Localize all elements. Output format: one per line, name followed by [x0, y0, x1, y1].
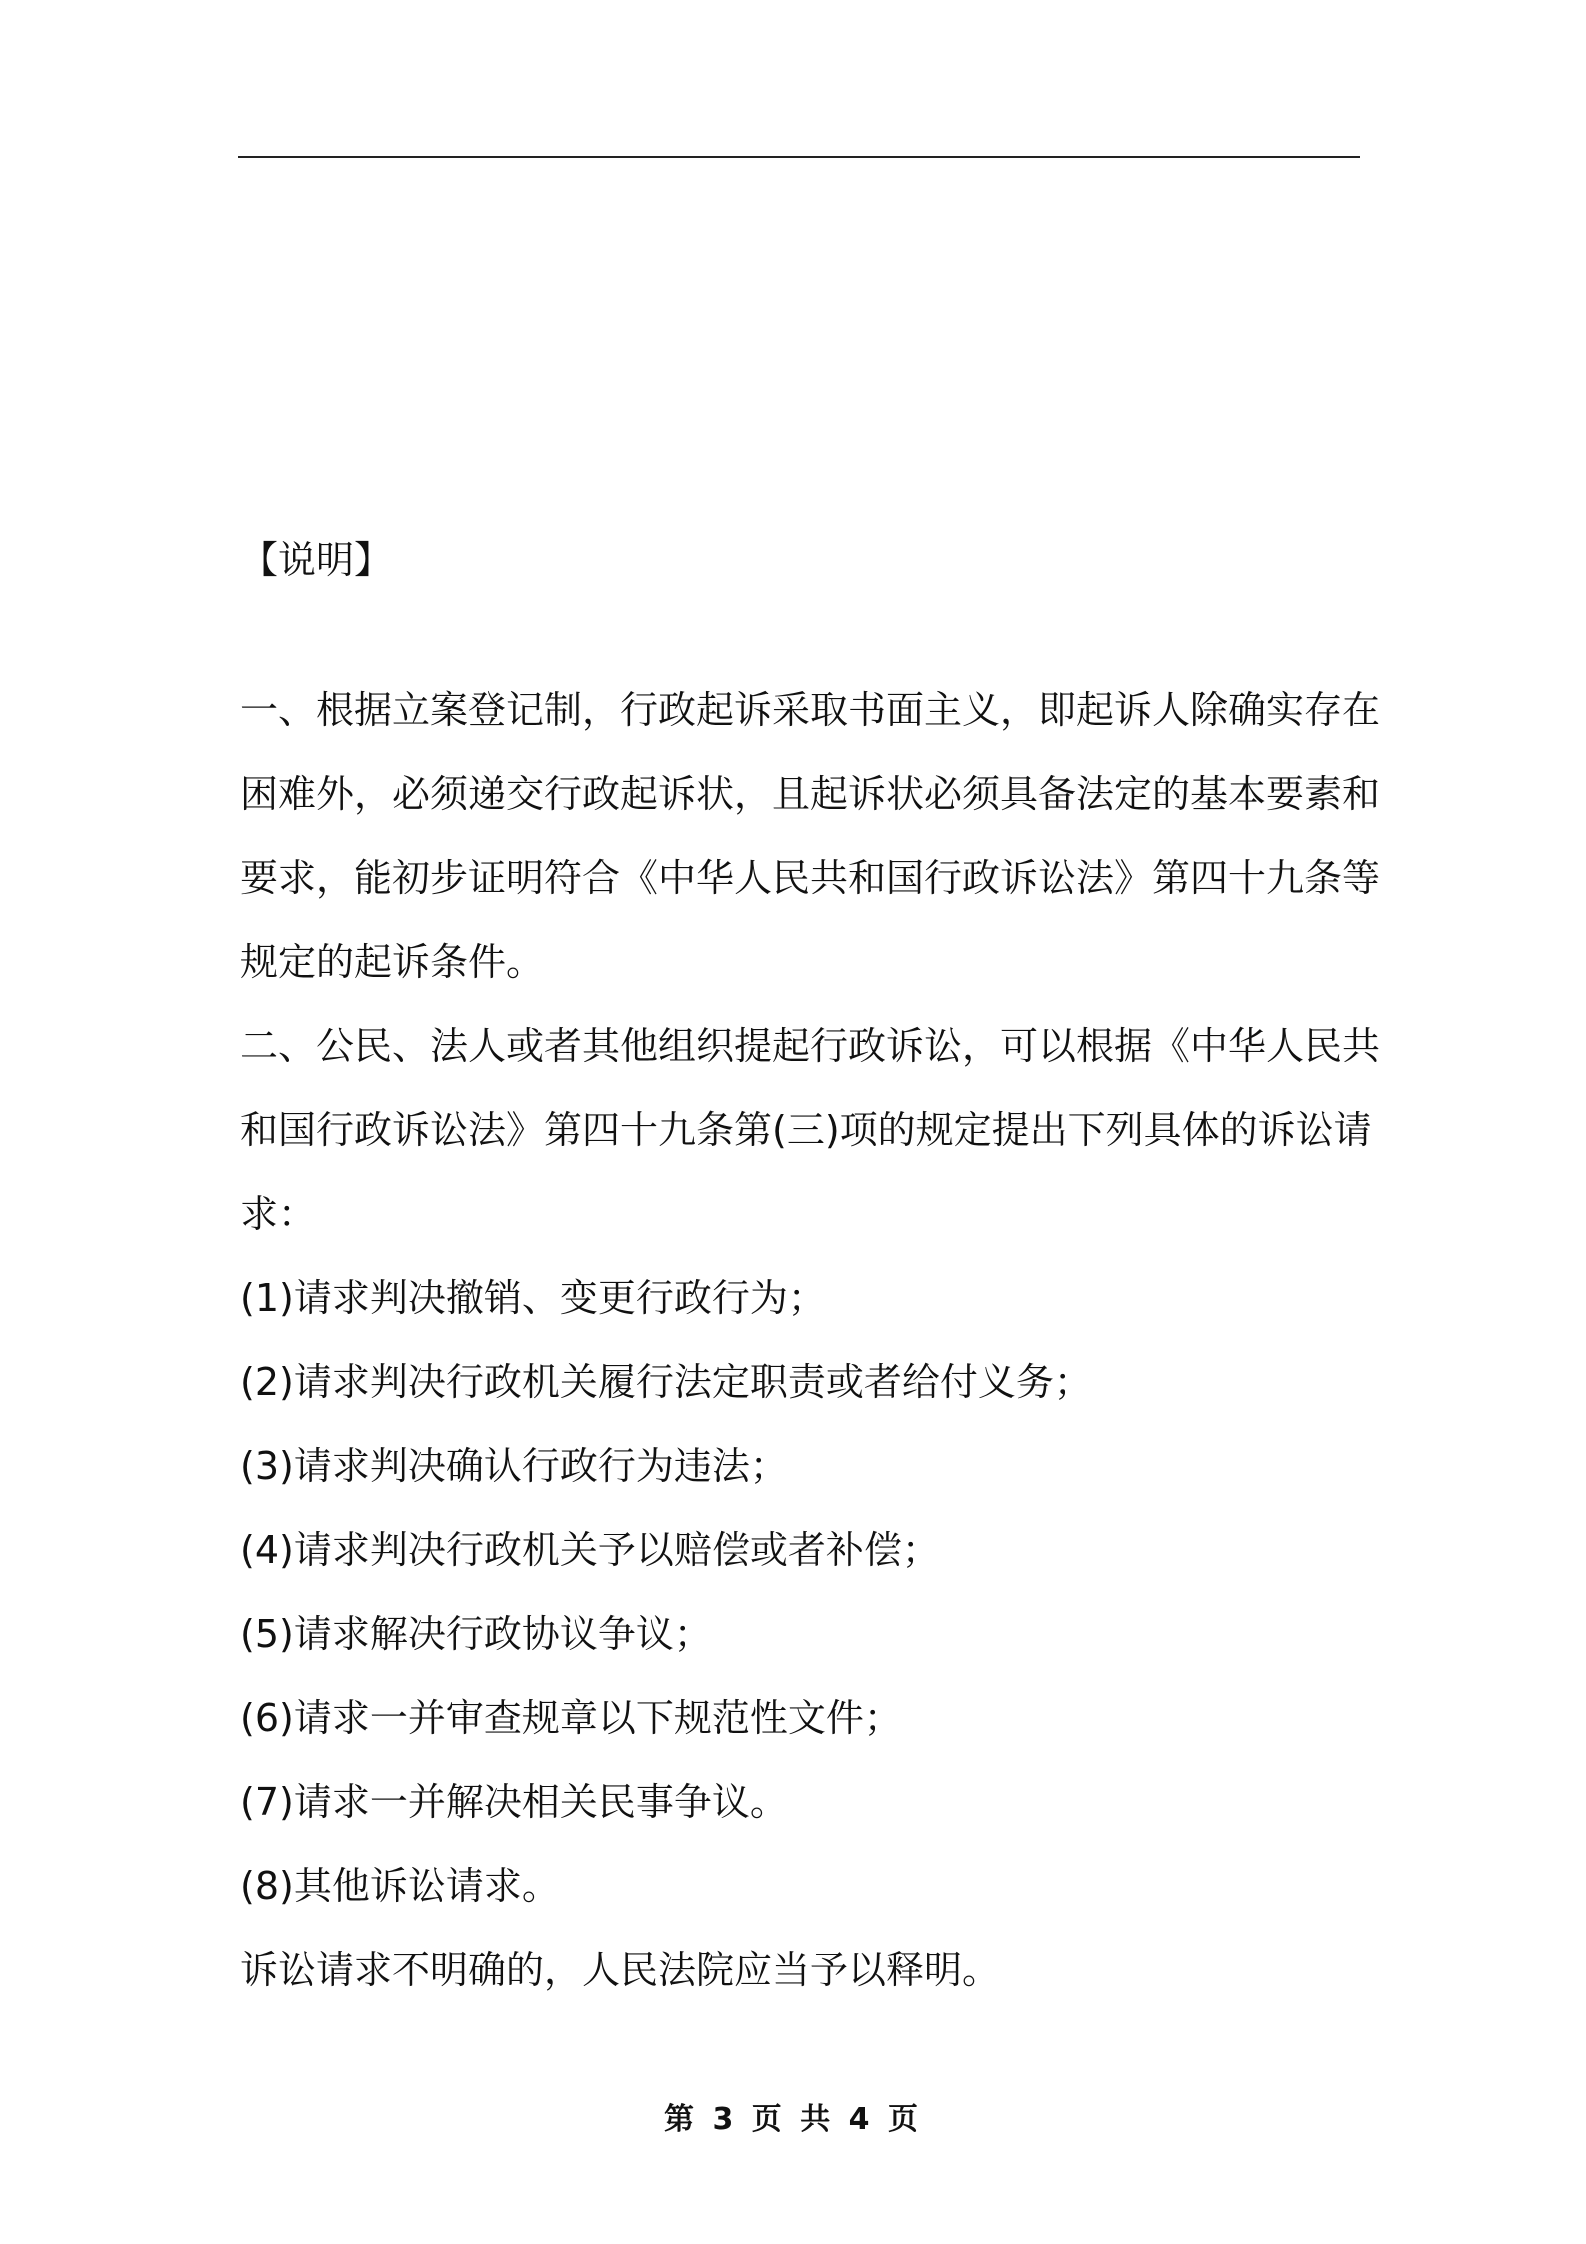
list-item: (5)请求解决行政协议争议；	[240, 1612, 712, 1656]
list-item: (7)请求一并解决相关民事争议。	[240, 1780, 788, 1824]
list-item: (2)请求判决行政机关履行法定职责或者给付义务；	[240, 1360, 1092, 1404]
text-line: 二、公民、法人或者其他组织提起行政诉讼，可以根据《中华人民共	[240, 1024, 1381, 1068]
text-line: 诉讼请求不明确的，人民法院应当予以释明。	[240, 1948, 1001, 1992]
text-line: 要求，能初步证明符合《中华人民共和国行政诉讼法》第四十九条等	[240, 856, 1381, 900]
list-item: (3)请求判决确认行政行为违法；	[240, 1444, 788, 1488]
list-item: (8)其他诉讼请求。	[240, 1864, 560, 1908]
text-line: 困难外，必须递交行政起诉状，且起诉状必须具备法定的基本要素和	[240, 772, 1381, 816]
text-line: 一、根据立案登记制，行政起诉采取书面主义，即起诉人除确实存在	[240, 688, 1381, 732]
header-rule	[238, 156, 1360, 158]
text-line: 和国行政诉讼法》第四十九条第(三)项的规定提出下列具体的诉讼请	[240, 1108, 1372, 1152]
document-body	[240, 530, 1381, 2012]
list-item: (4)请求判决行政机关予以赔偿或者补偿；	[240, 1528, 940, 1572]
page-number: 第 3 页 共 4 页	[664, 2102, 922, 2137]
list-item: (1)请求判决撤销、变更行政行为；	[240, 1276, 826, 1320]
paragraph-block	[240, 668, 1381, 2012]
section-title: 【说明】	[240, 538, 393, 582]
list-item: (6)请求一并审查规章以下规范性文件；	[240, 1696, 902, 1740]
text-line: 规定的起诉条件。	[240, 940, 545, 984]
text-line: 求：	[240, 1192, 317, 1236]
